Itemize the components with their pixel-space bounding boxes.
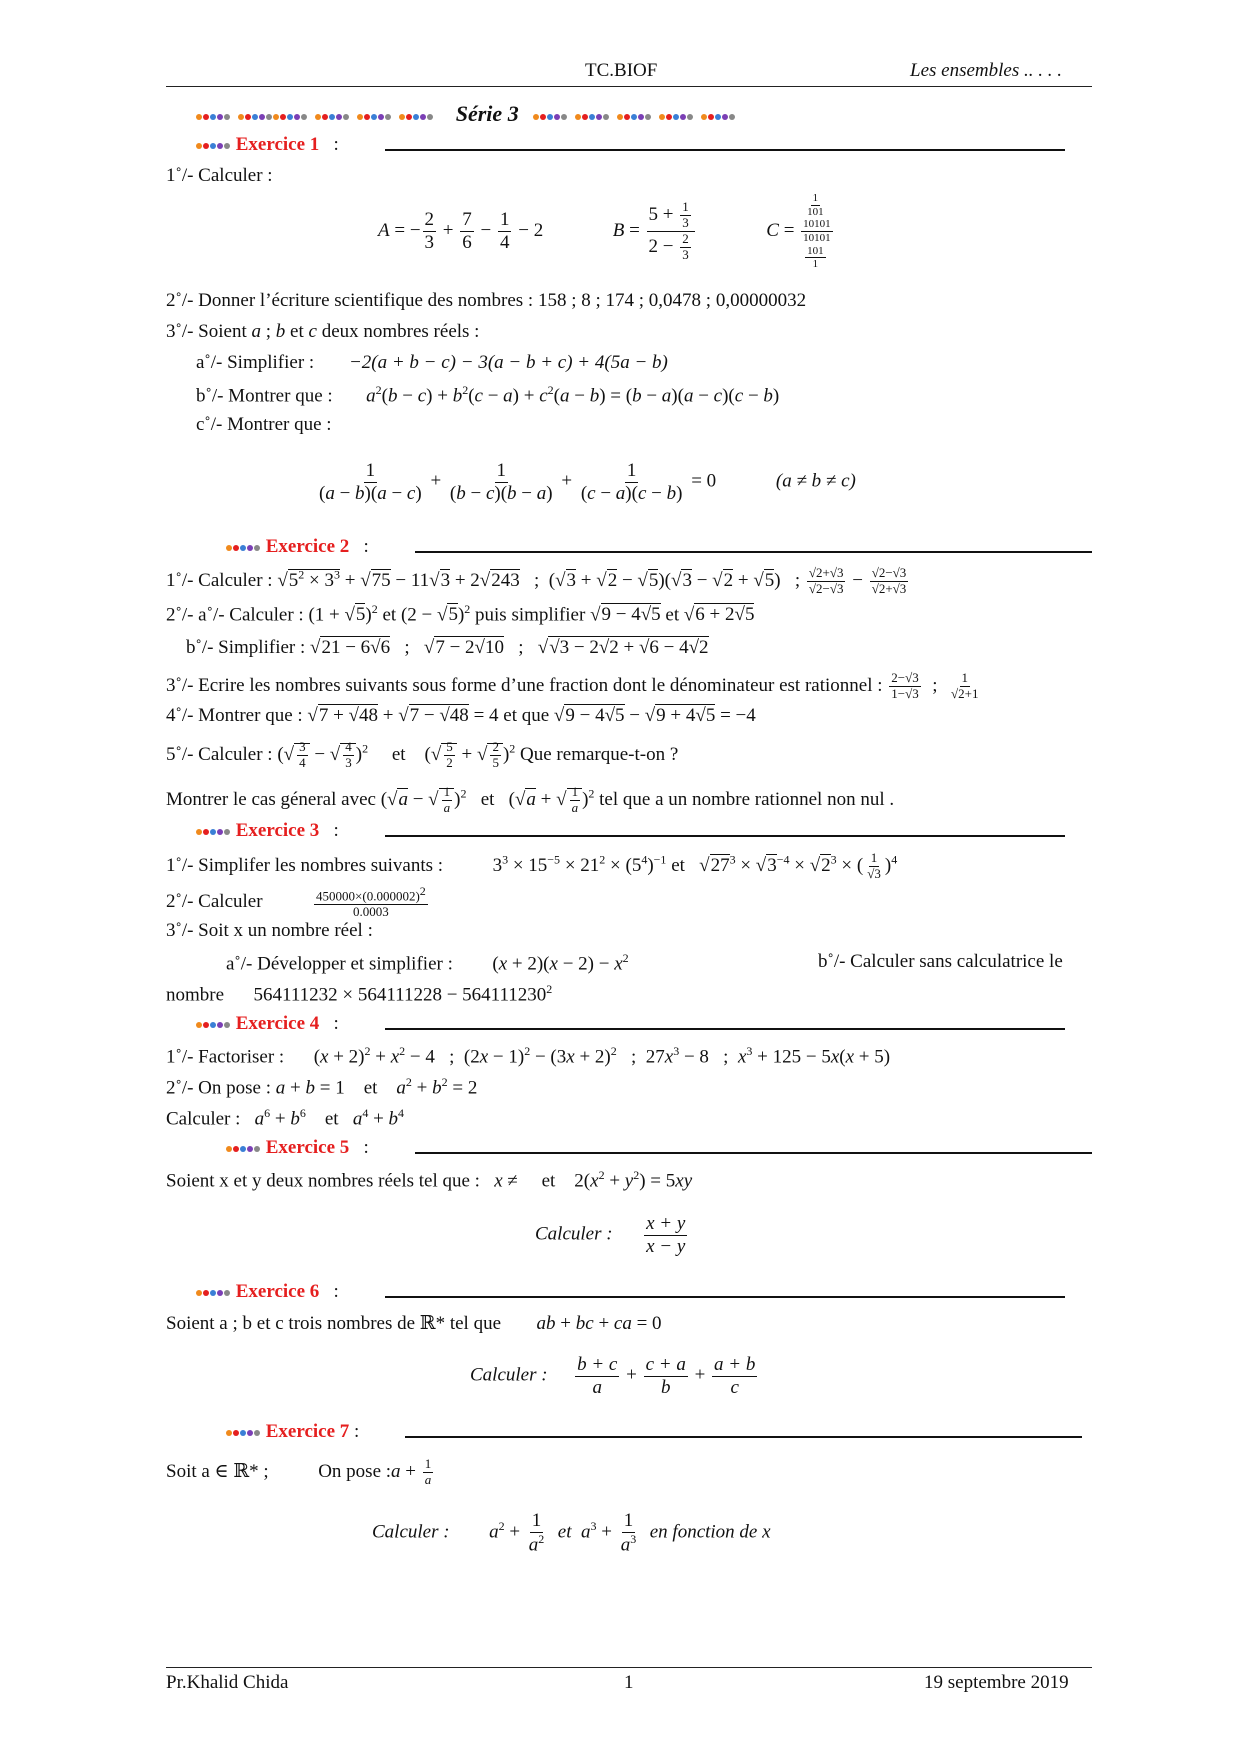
ex4-title: Exercice 4 <box>235 1013 320 1034</box>
ex2-q4: 4˚/- Montrer que : √7 + √48 + √7 − √48 = 4 et que √9 − 4√5 − √9 + 4√5 = −4 <box>166 705 756 726</box>
ex6-title: Exercice 6 <box>235 1281 320 1302</box>
ex1-rule <box>385 149 1065 151</box>
ex4-q1: 1˚/- Factoriser : $(x + 2)^2 + x^2 - 4$ ; $(2x - 1)^2 - (3x + 2)^2$ ; $27x^3 - 8$ ; $x^3 + 125 - 5x(x + 5)$ <box>166 1044 891 1068</box>
ex1-q3-tail: deux nombres réels : <box>321 321 480 342</box>
ex5-q1: Soient x et y deux nombres réels tel que : x ≠ et $2(x^2 + y^2) = 5xy$ <box>166 1168 693 1192</box>
ex3-q3c: nombre $564111232 \times 564111228 - 564111230^2$ <box>166 982 553 1006</box>
ex3-q1: 1˚/- Simplifer les nombres suivants : $3^3 \times 15^{-5} \times 21^2 \times (5^4)^{-1}$ et $√27^3 \times √3^{-4} \times √2^3$ × ( $\frac{1}{√3}$ )$^4$ <box>166 850 898 881</box>
ex3-heading: Exercice 3 : <box>196 820 339 843</box>
ex1-qa-expr: −2(a + b − c) − 3(a − b + c) + 4(5a − b) <box>348 352 668 373</box>
ex1-formulas: A = − $\frac{2}{3}$ + $\frac{7}{6}$ − $\frac{1}{4}$ − 2 B = 5 + $\frac{1}{3}$ 2 − $\frac{2}{3}$ C = $\frac{1}{101}$ 10101 10101 $\frac{101}{1}$ <box>378 192 831 271</box>
ex7-title: Exercice 7 <box>265 1421 350 1442</box>
ex1-qc-formula: $\frac{1}{(a - b)(a - c)}$ + $\frac{1}{(b - c)(b - a)}$ + $\frac{1}{(c - a)(c - b)}$ = 0 (a ≠ b ≠ c) <box>319 460 856 504</box>
ex4-q3: Calculer : $a^6 + b^6$ et $a^4 + b^4$ <box>166 1106 405 1130</box>
ex7-q1-label: Soit a ∈ ℝ* ; <box>166 1460 269 1482</box>
ex1-title: Exercice 1 <box>235 134 320 155</box>
ex7-dots-icon <box>226 1422 261 1444</box>
ex1-qa <box>196 352 668 374</box>
ex2-q6-label: Montrer le cas géneral avec <box>166 788 376 810</box>
dots-right-decoration <box>533 106 743 128</box>
ex2-dots-icon <box>226 537 261 559</box>
ex7-q1: Soit a ∈ ℝ* ; On pose :a + $\frac{1}{a}$ <box>166 1456 432 1487</box>
ex1-q3: 3˚/- Soient a ; b et c deux nombres réels : <box>166 321 480 342</box>
ex7-rule <box>405 1436 1082 1438</box>
serie-title: Série 3 <box>455 101 519 126</box>
ex1-qb-label: b˚/- Montrer que : <box>196 385 333 407</box>
ex5-dots-icon <box>226 1138 261 1160</box>
ex2-q2: 2˚/- a˚/- Calculer : $(1 + √5)^2$ et $(2 - √5)^2$ puis simplifier √9 − 4√5 et √6 + 2√5 <box>166 602 755 626</box>
dots-left-decoration <box>196 106 441 128</box>
ex3-q3a-label: a˚/- Développer et simplifier : <box>226 953 453 975</box>
ex2-q3-label: 3˚/- Ecrire les nombres suivants sous forme d’une fraction dont le dénominateur est rationnel : <box>166 674 883 696</box>
ex4-dots-icon <box>196 1014 231 1036</box>
footer-left: Pr.Khalid Chida <box>166 1672 289 1693</box>
ex1-qb: b˚/- Montrer que : $a^2(b - c) + b^2(c - a) + c^2(a - b) = (b - a)(a - c)(c - b)$ <box>196 383 780 407</box>
ex3-q2: 2˚/- Calculer $\frac{450000\times(0.000002)^2}{0.0003}$ <box>166 884 426 920</box>
ex6-calc-label: Calculer : <box>470 1364 548 1386</box>
ex3-q2-label: 2˚/- Calculer <box>166 890 263 912</box>
ex3-q3: 3˚/- Soit x un nombre réel : <box>166 920 373 941</box>
footer-rule <box>166 1667 1092 1668</box>
ex4-q1-label: 1˚/- Factoriser : <box>166 1046 285 1068</box>
ex4-q2-label: 2˚/- On pose : <box>166 1077 272 1099</box>
ex7-calc: Calculer : $a^2$ + $\frac{1}{a^2}$ et $a^3$ + $\frac{1}{a^3}$ en fonction de x <box>372 1510 771 1556</box>
ex7-calc-tail: en fonction de x <box>649 1521 771 1543</box>
ex5-q1-label: Soient x et y deux nombres réels tel que : <box>166 1170 480 1192</box>
ex2-heading: Exercice 2 : <box>226 536 369 559</box>
ex4-q2: 2˚/- On pose : a + b = 1 et $a^2 + b^2 = 2$ <box>166 1075 478 1099</box>
ex4-heading: Exercice 4 : <box>196 1013 339 1036</box>
header-rule <box>166 86 1092 87</box>
ex6-dots-icon <box>196 1282 231 1304</box>
ex3-dots-icon <box>196 821 231 843</box>
ex5-calc-label: Calculer : <box>535 1223 613 1245</box>
ex5-rule <box>415 1152 1092 1154</box>
ex1-q3-label: 3˚/- Soient <box>166 321 247 342</box>
ex1-condition: (a ≠ b ≠ c) <box>775 470 856 492</box>
ex1-dots-icon <box>196 135 231 157</box>
serie-title-row <box>196 101 743 128</box>
ex7-calc-label: Calculer : <box>372 1521 450 1543</box>
ex6-rule <box>385 1296 1065 1298</box>
ex3-q1-label: 1˚/- Simplifer les nombres suivants : <box>166 854 444 876</box>
ex2-q5: 5˚/- Calculer : (√ $\frac{3}{4}$ − √ $\frac{4}{3}$ )$^2$ et (√ $\frac{5}{2}$ + √ $\frac{2}{5}$ )$^2$ Que remarque-t-on ? <box>166 739 679 770</box>
ex1-q1: 1˚/- Calculer : <box>166 165 273 186</box>
ex6-q1-label: Soient a ; b et c trois nombres de ℝ* tel que <box>166 1313 502 1334</box>
ex2-q5-tail: Que remarque-t-on ? <box>520 743 679 765</box>
ex2-q5-label: 5˚/- Calculer : <box>166 743 273 765</box>
ex2-q1-label: 1˚/- Calculer : <box>166 569 273 591</box>
ex6-q1: Soient a ; b et c trois nombres de ℝ* tel que ab + bc + ca = 0 <box>166 1313 662 1334</box>
ex1-qa-label: a˚/- Simplifier : <box>196 352 315 373</box>
ex3-q3a: a˚/- Développer et simplifier : $(x + 2)(x - 2) - x^2$ <box>226 951 629 975</box>
ex7-heading: Exercice 7 : <box>226 1421 359 1444</box>
ex4-rule <box>385 1028 1065 1030</box>
footer-page-number: 1 <box>624 1672 634 1693</box>
ex1-q2: 2˚/- Donner l’écriture scientifique des nombres : 158 ; 8 ; 174 ; 0,0478 ; 0,00000032 <box>166 290 807 311</box>
header-right: Les ensembles .. . . . <box>910 60 1062 81</box>
ex2-q6-tail: tel que a un nombre rationnel non nul . <box>599 788 895 810</box>
ex7-q1b-label: On pose : <box>318 1460 392 1482</box>
ex5-heading: Exercice 5 : <box>226 1137 369 1160</box>
ex2-q1: 1˚/- Calculer : $√5^2 \times 3^3 + √75 - 11√3 + 2√243$ ; (√3 + √2 − √5)(√3 − √2 + √5) ; $\frac{√2+√3}{√2-√3}$ − $\frac{√2-√3}{√2+√3}$ <box>166 565 907 596</box>
ex2-q4-label: 4˚/- Montrer que : <box>166 705 303 726</box>
ex6-heading: Exercice 6 : <box>196 1281 339 1304</box>
ex2-title: Exercice 2 <box>265 536 350 557</box>
ex3-q3b: b˚/- Calculer sans calculatrice le <box>818 951 1063 972</box>
ex3-title: Exercice 3 <box>235 820 320 841</box>
ex2-q3: 3˚/- Ecrire les nombres suivants sous forme d’une fraction dont le dénominateur est rationnel : $\frac{2-√3}{1-√3}$ ; $\frac{1}{√2+1}$ <box>166 670 979 701</box>
ex3-rule <box>385 835 1065 837</box>
ex2-rule <box>415 551 1092 553</box>
ex2-q2b: b˚/- Simplifier : √21 − 6√6 ; √7 − 2√10 ; √√3 − 2√2 + √6 − 4√2 <box>186 637 709 658</box>
ex6-calc: Calculer : $\frac{b + c}{a}$ + $\frac{c + a}{b}$ + $\frac{a + b}{c}$ <box>470 1354 756 1398</box>
ex2-q2b-label: b˚/- Simplifier : <box>186 637 306 658</box>
ex1-heading: Exercice 1 : <box>196 134 339 157</box>
ex3-q3c-label: nombre <box>166 984 225 1006</box>
ex2-q6: Montrer le cas géneral avec (√a − √ $\frac{1}{a}$ )$^2$ et (√a + √ $\frac{1}{a}$ )$^2$ tel que a un nombre rationnel non nul . <box>166 784 895 815</box>
ex5-title: Exercice 5 <box>265 1137 350 1158</box>
header-center: TC.BIOF <box>585 60 658 81</box>
footer-right: 19 septembre 2019 <box>924 1672 1069 1693</box>
ex1-qc: c˚/- Montrer que : <box>196 414 332 435</box>
ex4-q3-label: Calculer : <box>166 1108 241 1130</box>
ex5-calc: Calculer : $\frac{x + y}{x - y}$ <box>535 1213 686 1257</box>
ex2-q2-label: 2˚/- a˚/- Calculer : <box>166 604 304 626</box>
